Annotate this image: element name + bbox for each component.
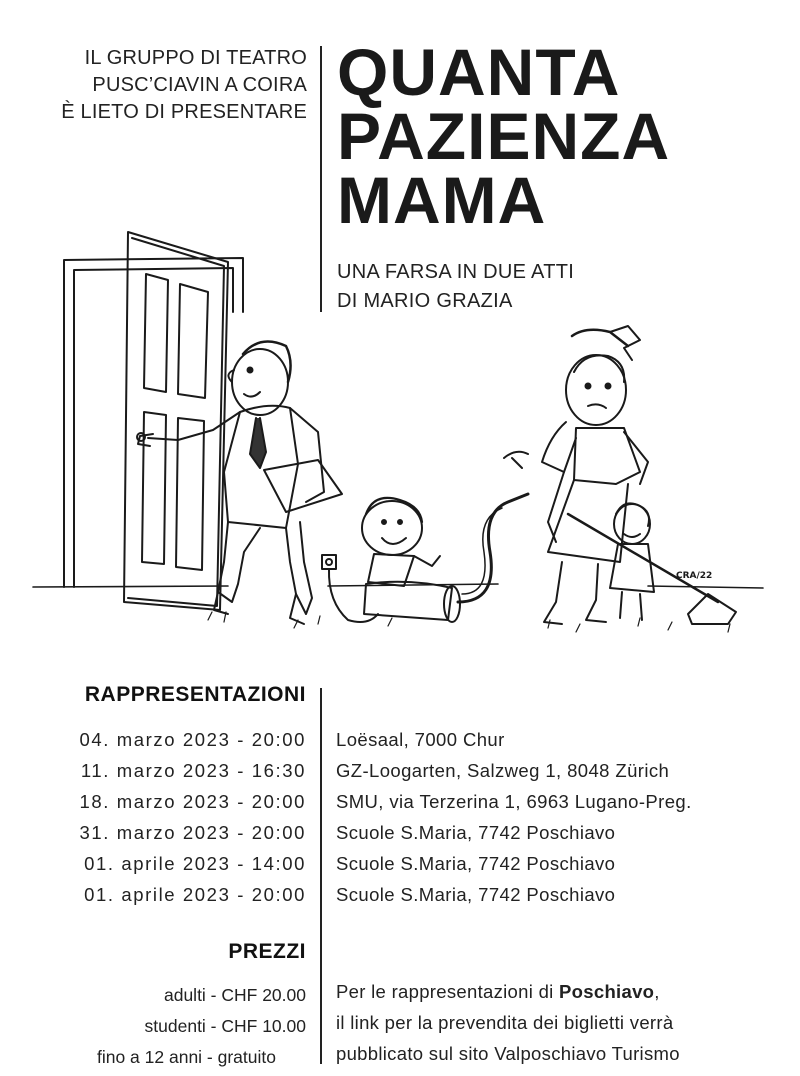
performances-heading: RAPPRESENTAZIONI <box>84 683 306 706</box>
performance-venues <box>336 724 692 910</box>
performance-venue: GZ-Loogarten, Salzweg 1, 8048 Zürich <box>336 760 670 781</box>
performance-venue: Loësaal, 7000 Chur <box>336 729 505 750</box>
presale-line <box>336 976 680 1007</box>
performance-date: 04. marzo 2023 - 20:00 <box>79 729 306 750</box>
price-item: studenti - CHF 10.00 <box>144 1016 306 1036</box>
performance-venue: Scuole S.Maria, 7742 Poschiavo <box>336 884 616 905</box>
performance-date: 31. marzo 2023 - 20:00 <box>79 822 306 843</box>
presenter-line: IL GRUPPO DI TEATRO <box>84 47 307 69</box>
presale-text: , <box>654 981 660 1002</box>
divider-bottom <box>320 688 322 1064</box>
presale-notice <box>336 976 680 1069</box>
presale-text: Per le rappresentazioni di <box>336 981 560 1002</box>
performance-venue: Scuole S.Maria, 7742 Poschiavo <box>336 822 616 843</box>
performance-date: 01. aprile 2023 - 14:00 <box>84 853 306 874</box>
presenter-line: PUSC’CIAVIN A COIRA <box>92 74 307 96</box>
play-title <box>337 35 671 237</box>
presale-location: Poschiavo <box>559 981 655 1002</box>
presale-line: pubblicato sul sito Valposchiavo Turismo <box>336 1043 680 1064</box>
title-line: QUANTA <box>337 35 621 109</box>
price-item: adulti - CHF 20.00 <box>163 985 306 1005</box>
performance-venue: SMU, via Terzerina 1, 6963 Lugano-Preg. <box>336 791 692 812</box>
illustration-signature: CRA/22 <box>676 571 713 581</box>
presale-line: il link per la prevendita dei biglietti verrà <box>336 1012 674 1033</box>
performance-dates <box>80 724 307 910</box>
cartoon-illustration <box>28 222 768 652</box>
presenter-line: È LIETO DI PRESENTARE <box>61 101 307 123</box>
subtitle-line: DI MARIO GRAZIA <box>337 290 513 312</box>
prices-heading: PREZZI <box>228 940 306 963</box>
price-item: fino a 12 anni - gratuito <box>96 1047 276 1067</box>
title-line: PAZIENZA <box>337 99 671 173</box>
presenter-text <box>7 45 307 126</box>
performance-date: 01. aprile 2023 - 20:00 <box>84 884 306 905</box>
subtitle-line: UNA FARSA IN DUE ATTI <box>337 261 575 283</box>
price-list <box>97 980 306 1073</box>
performance-date: 11. marzo 2023 - 16:30 <box>80 760 306 781</box>
performance-date: 18. marzo 2023 - 20:00 <box>79 791 306 812</box>
title-line: MAMA <box>337 163 547 237</box>
performance-venue: Scuole S.Maria, 7742 Poschiavo <box>336 853 616 874</box>
